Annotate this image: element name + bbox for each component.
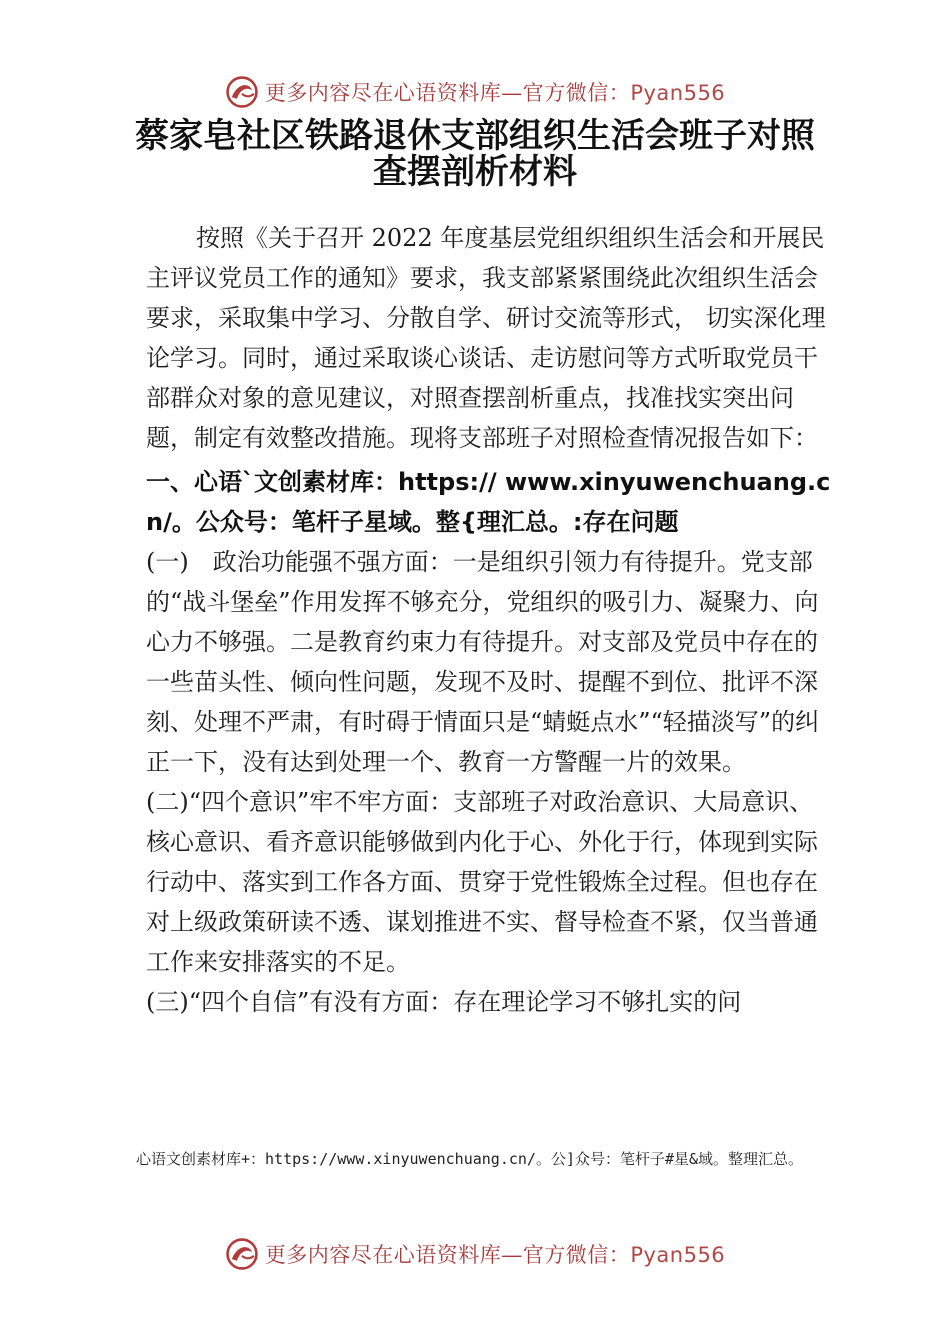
header-banner bbox=[0, 72, 950, 112]
intro-paragraph: 按照《关于召开 2022 年度基层党组织组织生活会和开展民主评议党员工作的通知》要求，我支部紧紧围绕此次组织生活会要求，采取集中学习、分散自学、研讨交流等形式， 切实深化理论学习。同时，通过采取谈心谈话、走访慰问等方式听取党员干部群众对象的意见建议，对照查摆剖析重点，找准找实突出问题，制定有效整改措施。现将支部班子对照检查情况报告如下： bbox=[146, 224, 826, 452]
footer-banner bbox=[0, 1234, 950, 1274]
banner-wechat-id: Pyan556 bbox=[630, 1243, 726, 1267]
footer-note: 心语文创素材库+：https://www.xinyuwenchuang.cn/。公]众号：笔杆子#星&域。整理汇总。 bbox=[136, 1150, 804, 1168]
banner-text: 更多内容尽在心语资料库—官方微信：Pyan556 bbox=[264, 81, 726, 105]
banner-wechat-id: Pyan556 bbox=[630, 81, 726, 105]
section-heading: 一、心语`文创素材库：https:// www.xinyuwenchuang.cn/。公众号：笔杆子星域。整{理汇总。:存在问题 bbox=[146, 468, 831, 536]
paragraph-four-confidence: (三)“四个自信”有没有方面：存在理论学习不够扎实的问 bbox=[146, 988, 742, 1016]
paragraph-four-consciousness: (二)“四个意识”牢不牢方面：支部班子对政治意识、大局意识、核心意识、看齐意识能够做到内化于心、外化于行，体现到实际行动中、落实到工作各方面、贯穿于党性锻炼全过程。但也存在对上级政策研读不透、谋划推进不实、督导检查不紧，仅当普通工作来安排落实的不足。 bbox=[146, 788, 818, 976]
banner-text: 更多内容尽在心语资料库—官方微信：Pyan556 bbox=[264, 1243, 726, 1267]
paragraph-political-function: (一) 政治功能强不强方面：一是组织引领力有待提升。党支部的“战斗堡垒”作用发挥不够充分，党组织的吸引力、凝聚力、向心力不够强。二是教育约束力有待提升。对支部及党员中存在的一些苗头性、倾向性问题，发现不及时、提醒不到位、批评不深刻、处理不严肃，有时碍于情面只是“蜻蜓点水”“轻描淡写”的纠正一下，没有达到处理一个、教育一方警醒一片的效果。 bbox=[146, 548, 820, 776]
swirl-logo-icon bbox=[225, 1237, 259, 1271]
swirl-logo-icon bbox=[225, 75, 259, 109]
document-body bbox=[146, 218, 836, 1022]
document-title: 蔡家皂社区铁路退休支部组织生活会班子对照查摆剖析材料 bbox=[135, 116, 815, 192]
